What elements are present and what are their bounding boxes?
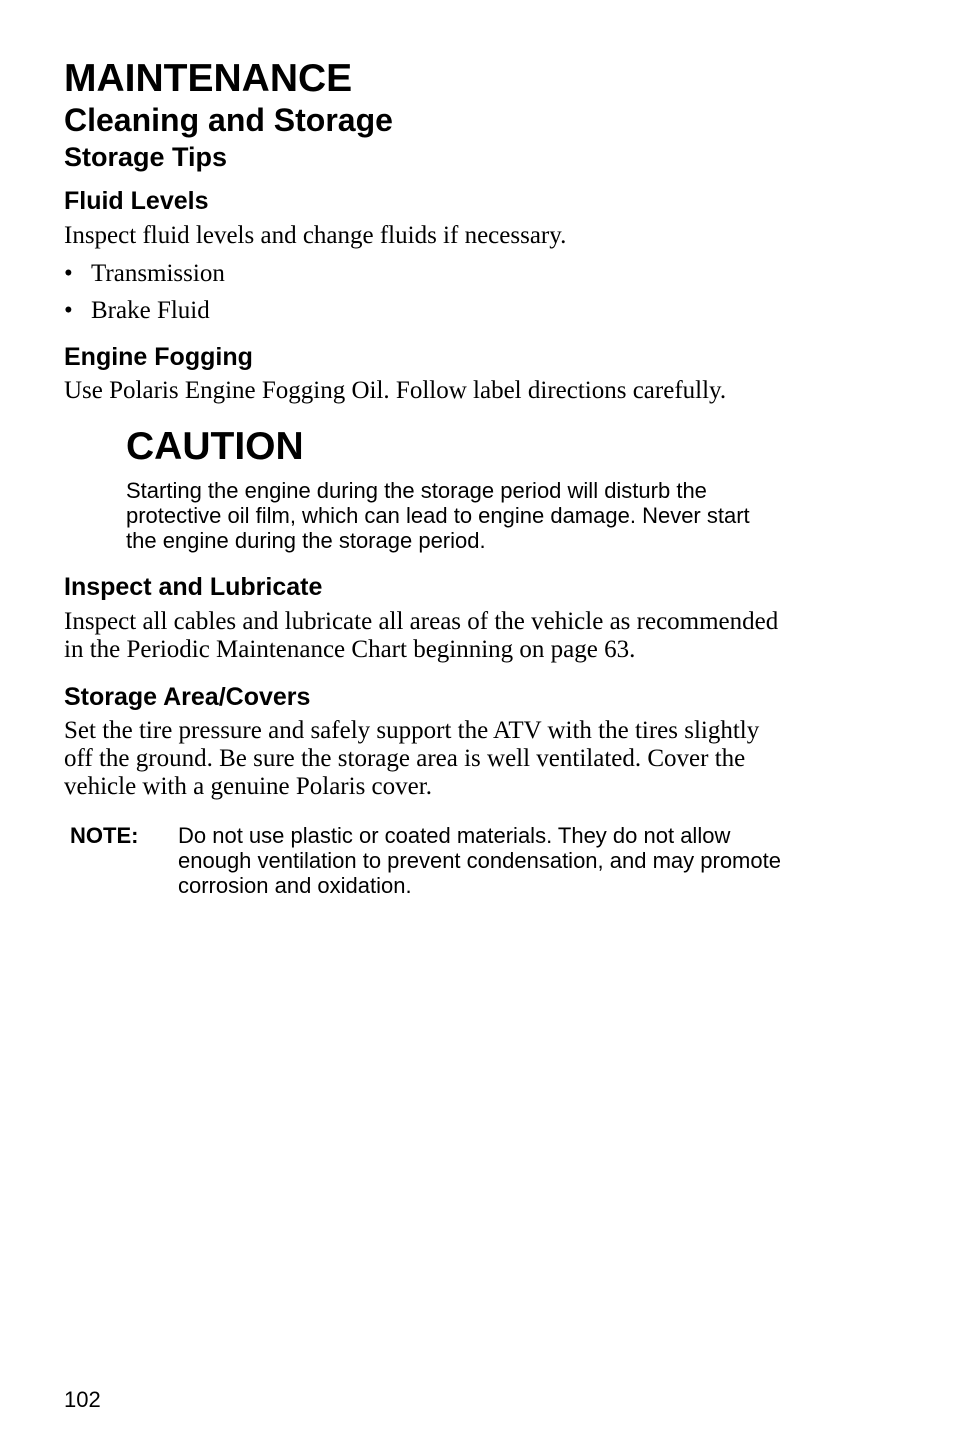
caution-body	[126, 478, 846, 553]
storage-area-text	[64, 717, 759, 801]
caution-line: Starting the engine during the storage period will disturb the	[126, 478, 707, 503]
caution-line: protective oil film, which can lead to engine damage. Never start	[126, 503, 750, 528]
note-line: corrosion and oxidation.	[178, 873, 412, 898]
storage-area-heading: Storage Area/Covers	[64, 683, 311, 711]
engine-fogging-heading: Engine Fogging	[64, 343, 253, 371]
paragraph-line: Set the tire pressure and safely support the ATV with the tires slightly	[64, 717, 760, 744]
list-item	[64, 296, 210, 326]
bullet-text: Brake Fluid	[91, 297, 210, 324]
engine-fogging-text: Use Polaris Engine Fogging Oil. Follow label directions carefully.	[64, 377, 727, 404]
note-label: NOTE:	[70, 823, 139, 848]
note-line: Do not use plastic or coated materials. They do not allow	[178, 823, 731, 848]
list-item	[64, 259, 225, 289]
caution-line: the engine during the storage period.	[126, 528, 486, 553]
paragraph-line: Inspect all cables and lubricate all areas of the vehicle as recommended	[64, 608, 779, 635]
inspect-lubricate-heading: Inspect and Lubricate	[64, 573, 323, 601]
note-line: enough ventilation to prevent condensation, and may promote	[178, 848, 781, 873]
fluid-levels-heading: Fluid Levels	[64, 187, 209, 215]
note-body	[178, 823, 878, 898]
subsection-title: Storage Tips	[64, 142, 228, 172]
paragraph-line: off the ground. Be sure the storage area is well ventilated. Cover the	[64, 745, 746, 772]
bullet-text: Transmission	[91, 260, 225, 287]
bullet-icon: •	[64, 260, 73, 287]
inspect-lubricate-text	[64, 608, 778, 664]
chapter-title: MAINTENANCE	[64, 57, 353, 100]
bullet-icon: •	[64, 297, 73, 324]
caution-title: CAUTION	[126, 425, 304, 468]
page-number: 102	[64, 1387, 101, 1412]
paragraph-line: in the Periodic Maintenance Chart beginning on page 63.	[64, 636, 636, 663]
fluid-levels-text: Inspect fluid levels and change fluids if necessary.	[64, 222, 567, 249]
section-title: Cleaning and Storage	[64, 102, 393, 138]
paragraph-line: vehicle with a genuine Polaris cover.	[64, 773, 432, 800]
